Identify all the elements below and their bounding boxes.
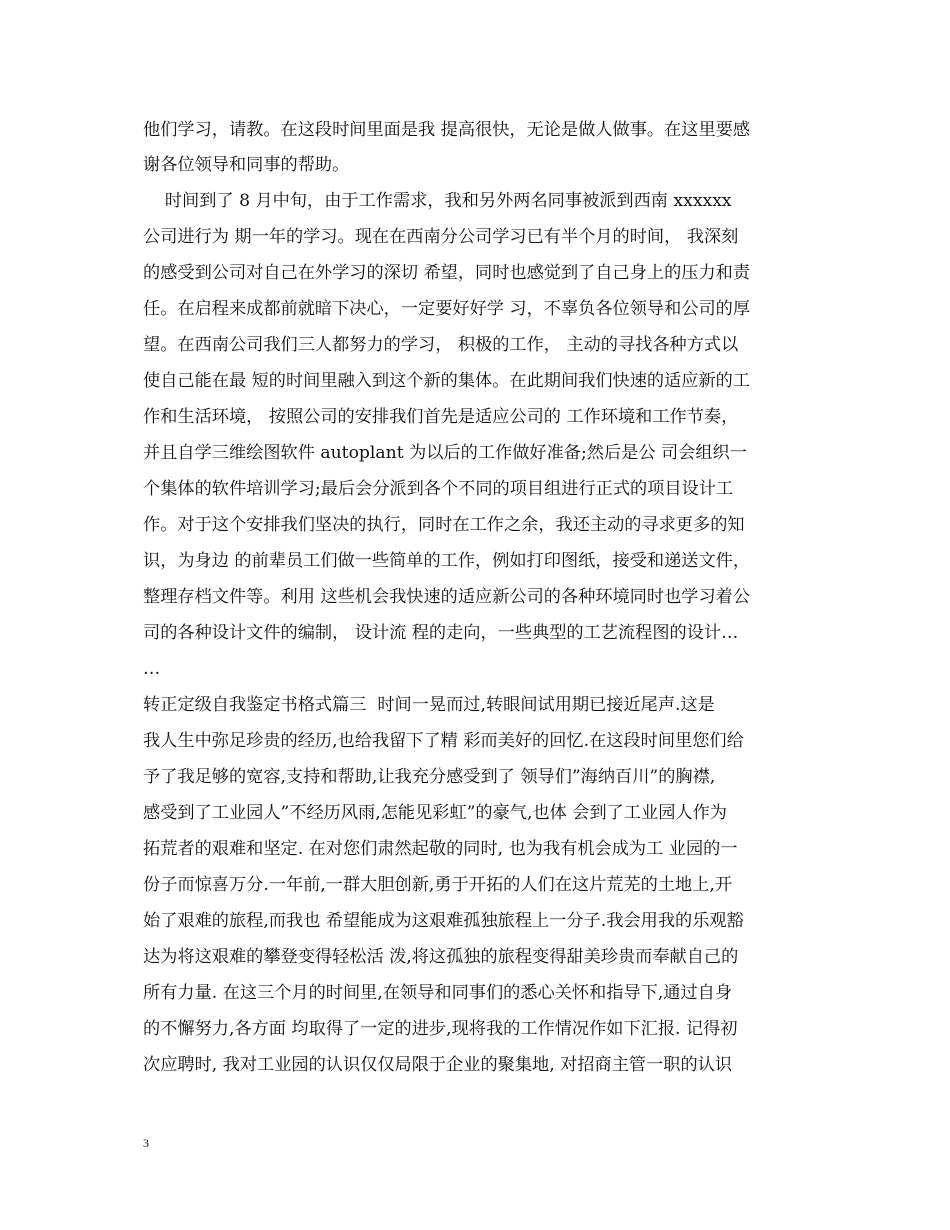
text-line: … — [143, 659, 161, 679]
text-line: 始了艰难的旅程,而我也 希望能成为这艰难孤独旅程上一分子.我会用我的乐观豁 — [143, 911, 744, 931]
text-line: 我人生中弥足珍贵的经历,也给我留下了精 彩而美好的回忆.在这段时间里您们给 — [143, 731, 744, 751]
text-line: 使自己能在最 短的时间里融入到这个新的集体。在此期间我们快速的适应新的工 — [143, 371, 751, 391]
text-line: 整理存档文件等。利用 这些机会我快速的适应新公司的各种环境同时也学习着公 — [143, 587, 751, 607]
text-line: 并且自学三维绘图软件 autoplant 为以后的工作做好准备;然后是公 司会组织一 — [143, 443, 747, 463]
text-line: 次应聘时, 我对工业园的认识仅仅局限于企业的聚集地, 对招商主管一职的认识 — [143, 1055, 733, 1075]
text-line: 予了我足够的宽容,支持和帮助,让我充分感受到了 领导们”海纳百川”的胸襟, — [143, 767, 716, 787]
text-line: 时间到了 8 月中旬，由于工作需求，我和另外两名同事被派到西南 xxxxxx — [143, 191, 732, 211]
text-line: 公司进行为 期一年的学习。现在在西南分公司学习已有半个月的时间， 我深刻 — [143, 227, 739, 247]
page-number: 3 — [143, 1136, 149, 1150]
text-line: 所有力量. 在这三个月的时间里,在领导和同事们的悉心关怀和指导下,通过自身 — [143, 983, 733, 1003]
text-line: 谢各位领导和同事的帮助。 — [143, 155, 350, 175]
text-line: 的不懈努力,各方面 均取得了一定的进步,现将我的工作情况作如下汇报. 记得初 — [143, 1019, 738, 1039]
text-line: 作。对于这个安排我们坚决的执行，同时在工作之余，我还主动的寻求更多的知 — [143, 515, 745, 535]
text-line: 作和生活环境， 按照公司的安排我们首先是适应公司的 工作环境和工作节奏， — [143, 407, 739, 427]
text-line: 感受到了工业园人”不经历风雨,怎能见彩虹”的豪气,也体 会到了工业园人作为 — [143, 803, 727, 823]
text-line: 拓荒者的艰难和坚定. 在对您们肃然起敬的同时, 也为我有机会成为工 业园的一 — [143, 839, 738, 859]
text-line: 份子而惊喜万分.一年前,一群大胆创新,勇于开拓的人们在这片荒芜的土地上,开 — [143, 875, 733, 895]
text-line: 个集体的软件培训学习;最后会分派到各个不同的项目组进行正式的项目设计工 — [143, 479, 734, 499]
text-line: 他们学习，请教。在这段时间里面是我 提高很快，无论是做人做事。在这里要感 — [143, 120, 751, 140]
text-line: 达为将这艰难的攀登变得轻松活 泼,将这孤独的旅程变得甜美珍贵而奉献自己的 — [143, 947, 739, 967]
text-line: 望。在西南公司我们三人都努力的学习， 积极的工作， 主动的寻找各种方式以 — [143, 335, 739, 355]
text-line: 的感受到公司对自己在外学习的深切 希望，同时也感觉到了自己身上的压力和责 — [143, 263, 751, 283]
text-line: 司的各种设计文件的编制， 设计流 程的走向，一些典型的工艺流程图的设计… — [143, 623, 739, 643]
text-line: 任。在启程来成都前就暗下决心，一定要好好学 习，不辜负各位领导和公司的厚 — [143, 299, 751, 319]
text-line: 转正定级自我鉴定书格式篇三 时间一晃而过,转眼间试用期已接近尾声.这是 — [143, 695, 715, 715]
text-line: 识，为身边 的前辈员工们做一些简单的工作，例如打印图纸，接受和递送文件， — [143, 551, 751, 571]
